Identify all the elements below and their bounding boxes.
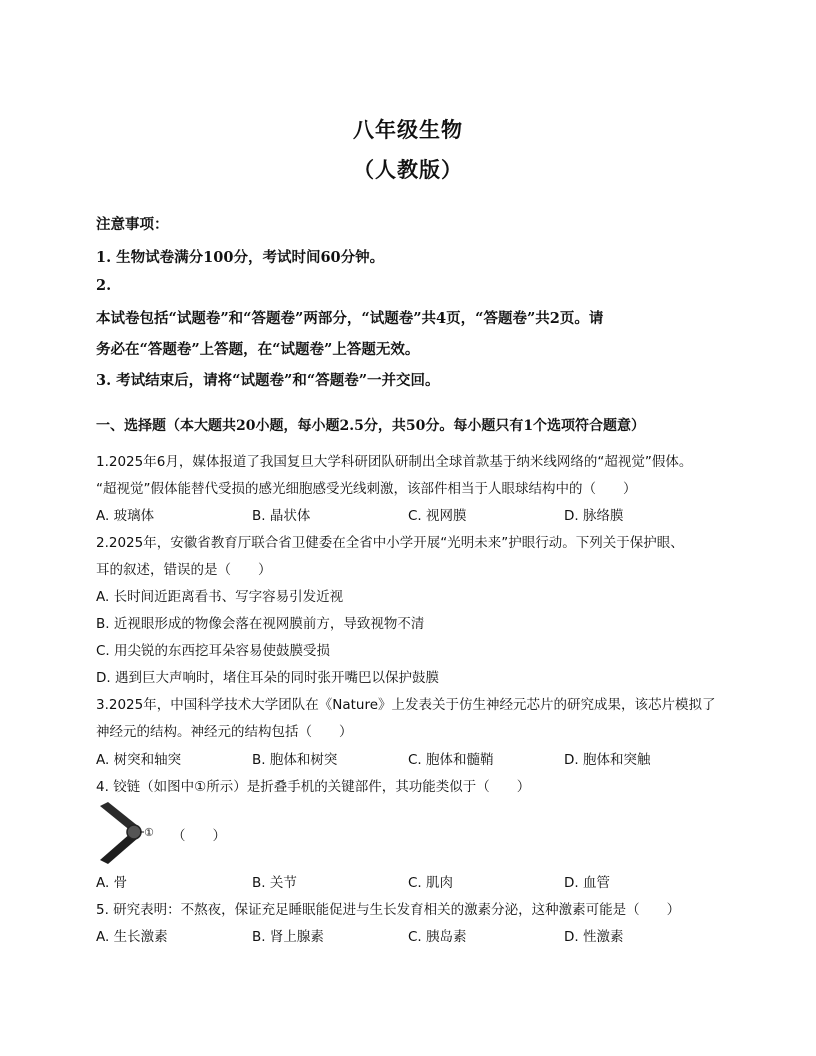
question-3-line-1: 3.2025年，中国科学技术大学团队在《Nature》上发表关于仿生神经元芯片的研究成果，该芯片模拟了 (96, 697, 716, 713)
question-4-option-b: B. 关节 (252, 875, 297, 891)
question-2-option-d: D. 遇到巨大声响时，堵住耳朵的同时张开嘴巴以保护鼓膜 (96, 670, 439, 686)
question-2-option-a: A. 长时间近距离看书、写字容易引发近视 (96, 589, 344, 605)
question-3-option-a: A. 树突和轴突 (96, 752, 182, 768)
figure-answer-paren: （ ） (172, 828, 226, 844)
note-line-3: 本试卷包括“试题卷”和“答题卷”两部分，“试题卷”共4页，“答题卷”共2页。请 (96, 310, 604, 327)
question-5-option-b: B. 肾上腺素 (252, 929, 324, 945)
question-1-line-1: 1.2025年6月，媒体报道了我国复旦大学科研团队研制出全球首款基于纳米线网络的“超视觉”假体。 (96, 454, 693, 470)
notes-heading: 注意事项： (96, 216, 169, 233)
question-2-option-b: B. 近视眼形成的物像会落在视网膜前方，导致视物不清 (96, 616, 425, 632)
question-1-option-d: D. 脉络膜 (564, 508, 624, 524)
question-4-option-d: D. 血管 (564, 875, 610, 891)
question-3-option-c: C. 胞体和髓鞘 (408, 752, 494, 768)
question-3-option-b: B. 胞体和树突 (252, 752, 338, 768)
question-4-option-c: C. 肌肉 (408, 875, 454, 891)
question-3-option-d: D. 胞体和突触 (564, 752, 651, 768)
question-2-line-2: 耳的叙述，错误的是（ ） (96, 562, 272, 578)
question-4-option-a: A. 骨 (96, 875, 128, 891)
question-5-option-c: C. 胰岛素 (408, 929, 467, 945)
section-heading: 一、选择题（本大题共20小题，每小题2.5分，共50分。每小题只有1个选项符合题意） (96, 418, 646, 434)
page-subtitle: （人教版） (353, 157, 463, 182)
question-5-option-d: D. 性激素 (564, 929, 624, 945)
figure-marker-1: ① (144, 826, 154, 839)
question-5-option-a: A. 生长激素 (96, 929, 168, 945)
question-3-line-2: 神经元的结构。神经元的结构包括（ ） (96, 724, 353, 740)
question-2-option-c: C. 用尖锐的东西挖耳朵容易使鼓膜受损 (96, 643, 331, 659)
page-title: 八年级生物 (353, 117, 463, 142)
question-1-line-2: “超视觉”假体能替代受损的感光细胞感受光线刺激，该部件相当于人眼球结构中的（ ） (96, 481, 637, 497)
question-1-option-b: B. 晶状体 (252, 508, 311, 524)
note-line-4: 务必在“答题卷”上答题，在“试题卷”上答题无效。 (96, 341, 420, 358)
question-5-line-1: 5. 研究表明：不熬夜，保证充足睡眠能促进与生长发育相关的激素分泌，这种激素可能是（ ） (96, 902, 681, 918)
note-line-1: 1. 生物试卷满分100分，考试时间60分钟。 (96, 249, 385, 266)
question-2-line-1: 2.2025年，安徽省教育厅联合省卫健委在全省中小学开展“光明未来”护眼行动。下列关于保护眼、 (96, 535, 684, 551)
note-line-2: 2. (96, 277, 112, 294)
question-4-line-1: 4. 铰链（如图中①所示）是折叠手机的关键部件，其功能类似于（ ） (96, 779, 531, 795)
hinge-joint (127, 825, 141, 839)
question-1-option-a: A. 玻璃体 (96, 508, 155, 524)
question-1-option-c: C. 视网膜 (408, 508, 467, 524)
note-line-5: 3. 考试结束后，请将“试题卷”和“答题卷”一并交回。 (96, 372, 440, 389)
